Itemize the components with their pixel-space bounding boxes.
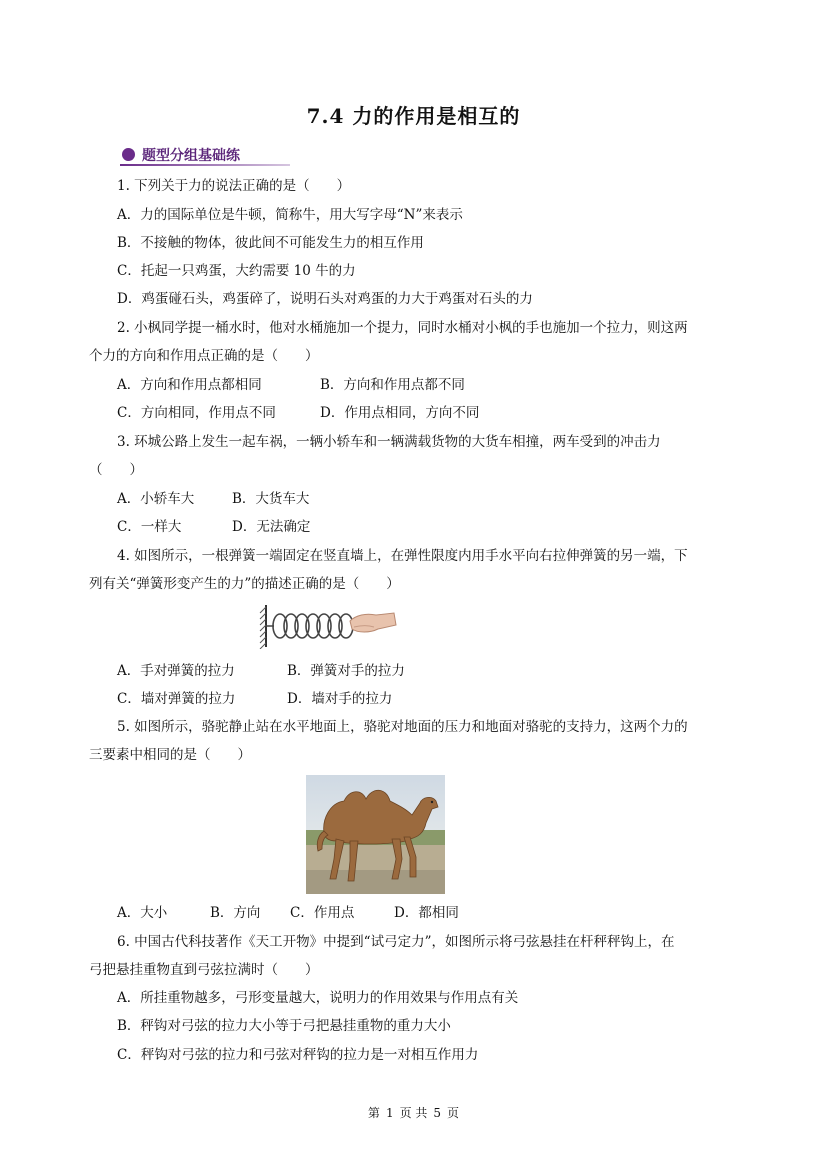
- page-title: 7.4 力的作用是相互的: [306, 104, 521, 128]
- question-5-stem-cont: 三要素中相同的是（ ）: [89, 747, 251, 763]
- question-2-option-a: A．方向和作用点都相同: [117, 377, 262, 393]
- question-3-option-b: B．大货车大: [232, 491, 310, 507]
- question-4-option-b: B．弹簧对手的拉力: [287, 663, 405, 679]
- footer-prefix: 第: [367, 1106, 380, 1120]
- section-tag: [120, 144, 290, 166]
- question-2-option-d: D．作用点相同，方向不同: [320, 405, 480, 421]
- question-1-option-b: B．不接触的物体，彼此间不可能发生力的相互作用: [117, 235, 424, 251]
- spring-diagram: [258, 603, 398, 649]
- question-4-option-d: D．墙对手的拉力: [287, 691, 393, 707]
- question-3-option-d: D．无法确定: [232, 519, 311, 535]
- question-1-option-d: D．鸡蛋碰石头，鸡蛋碎了，说明石头对鸡蛋的力大于鸡蛋对石头的力: [117, 291, 533, 307]
- question-4-option-c: C．墙对弹簧的拉力: [117, 691, 236, 707]
- question-5-stem: 5. 如图所示，骆驼静止站在水平地面上，骆驼对地面的压力和地面对骆驼的支持力，这两个力的: [117, 719, 688, 735]
- page-footer: [0, 1104, 827, 1121]
- question-6-stem: 6. 中国古代科技著作《天工开物》中提到“试弓定力”，如图所示将弓弦悬挂在杆秤秤钩上，在: [117, 934, 675, 950]
- question-3-stem: 3. 环城公路上发生一起车祸，一辆小轿车和一辆满载货物的大货车相撞，两车受到的冲击力: [117, 434, 661, 450]
- footer-page-number: 1: [385, 1106, 394, 1120]
- question-6-option-a: A．所挂重物越多，弓形变量越大，说明力的作用效果与作用点有关: [117, 990, 519, 1006]
- footer-total-pages: 5: [433, 1106, 442, 1120]
- question-3-option-c: C．一样大: [117, 519, 182, 535]
- question-4-stem-cont: 列有关“弹簧形变产生的力”的描述正确的是（ ）: [89, 576, 400, 592]
- question-2-option-c: C．方向相同，作用点不同: [117, 405, 276, 421]
- question-4-option-a: A．手对弹簧的拉力: [117, 663, 235, 679]
- question-5-option-a: A．大小: [117, 905, 168, 921]
- question-2-stem-cont: 个力的方向和作用点正确的是（ ）: [89, 348, 319, 364]
- question-1-option-c: C．托起一只鸡蛋，大约需要 10 牛的力: [117, 263, 356, 279]
- question-5-option-d: D．都相同: [394, 905, 459, 921]
- question-5-option-b: B．方向: [210, 905, 261, 921]
- question-3-option-a: A．小轿车大: [117, 491, 195, 507]
- section-label: 题型分组基础练: [142, 148, 240, 164]
- question-3-stem-cont: （ ）: [89, 462, 143, 478]
- camel-photo: [306, 775, 445, 894]
- question-5-option-c: C．作用点: [290, 905, 355, 921]
- bullet-icon: [122, 148, 135, 161]
- question-1-stem: 1. 下列关于力的说法正确的是（ ）: [117, 178, 351, 194]
- question-6-stem-cont: 弓把悬挂重物直到弓弦拉满时（ ）: [89, 962, 319, 978]
- question-6-option-b: B．秤钩对弓弦的拉力大小等于弓把悬挂重物的重力大小: [117, 1018, 451, 1034]
- section-underline: [120, 164, 290, 166]
- question-1-option-a: A．力的国际单位是牛顿，简称牛，用大写字母“N”来表示: [117, 207, 463, 223]
- question-2-option-b: B．方向和作用点都不同: [320, 377, 465, 393]
- question-4-stem: 4. 如图所示，一根弹簧一端固定在竖直墙上，在弹性限度内用手水平向右拉伸弹簧的另一端，下: [117, 548, 688, 564]
- hand-icon: [350, 613, 396, 632]
- question-2-stem: 2. 小枫同学提一桶水时，他对水桶施加一个提力，同时水桶对小枫的手也施加一个拉力，则这两: [117, 320, 688, 336]
- footer-suffix: 页: [447, 1106, 460, 1120]
- footer-mid: 页 共: [399, 1106, 428, 1120]
- question-6-option-c: C．秤钩对弓弦的拉力和弓弦对秤钩的拉力是一对相互作用力: [117, 1047, 479, 1063]
